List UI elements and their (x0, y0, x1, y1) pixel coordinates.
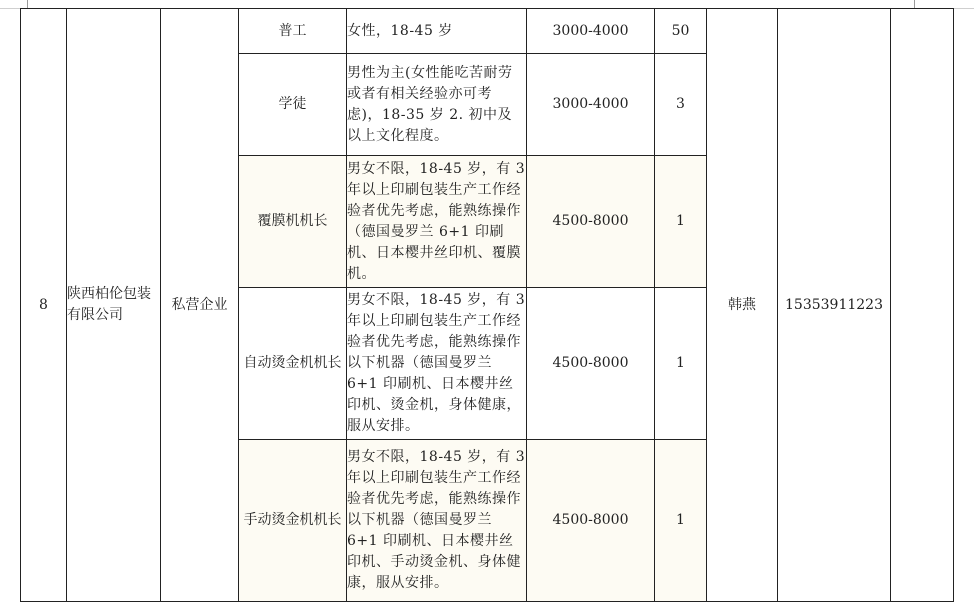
position-salary-cell: 3000-4000 (527, 9, 655, 54)
company-type-cell: 私营企业 (161, 9, 239, 602)
position-requirements-cell: 女性，18-45 岁 (347, 9, 527, 54)
contact-person-cell: 韩燕 (707, 9, 778, 602)
contact-phone-cell: 15353911223 (778, 9, 891, 602)
position-count-cell: 1 (655, 156, 707, 288)
position-requirements-cell: 男女不限，18-45 岁，有 3 年以上印刷包装生产工作经验者优先考虑，能熟练操作以下机器（德国曼罗兰 6+1 印刷机、日本樱井丝印机、烫金机，身体健康，服从安排。 (347, 288, 527, 440)
right-margin-mark (914, 0, 915, 8)
position-title-cell: 普工 (239, 9, 347, 54)
position-requirements-cell: 男女不限，18-45 岁，有 3 年以上印刷包装生产工作经验者优先考虑，能熟练操作以下机器（德国曼罗兰 6+1 印刷机、日本樱井丝印机、手动烫金机、身体健康，服从安排。 (347, 440, 527, 602)
position-title-cell: 学徒 (239, 54, 347, 156)
position-salary-cell: 4500-8000 (527, 156, 655, 288)
left-margin-mark (27, 0, 28, 8)
position-count-cell: 50 (655, 9, 707, 54)
job-listing-table (20, 8, 954, 602)
company-name-cell: 陕西柏伦包装有限公司 (67, 9, 161, 602)
position-count-cell: 3 (655, 54, 707, 156)
position-salary-cell: 3000-4000 (527, 54, 655, 156)
position-title-cell: 手动烫金机机长 (239, 440, 347, 602)
position-requirements-cell: 男女不限，18-45 岁，有 3 年以上印刷包装生产工作经验者优先考虑，能熟练操作（德国曼罗兰 6+1 印刷机、日本樱井丝印机、覆膜机。 (347, 156, 527, 288)
position-requirements-cell: 男性为主(女性能吃苦耐劳或者有相关经验亦可考虑)，18-35 岁 2. 初中及以上文化程度。 (347, 54, 527, 156)
position-salary-cell: 4500-8000 (527, 440, 655, 602)
position-salary-cell: 4500-8000 (527, 288, 655, 440)
position-title-cell: 自动烫金机机长 (239, 288, 347, 440)
remarks-cell (891, 9, 954, 602)
position-count-cell: 1 (655, 440, 707, 602)
position-title-cell: 覆膜机机长 (239, 156, 347, 288)
table-row (21, 9, 954, 54)
position-count-cell: 1 (655, 288, 707, 440)
row-index-cell: 8 (21, 9, 67, 602)
